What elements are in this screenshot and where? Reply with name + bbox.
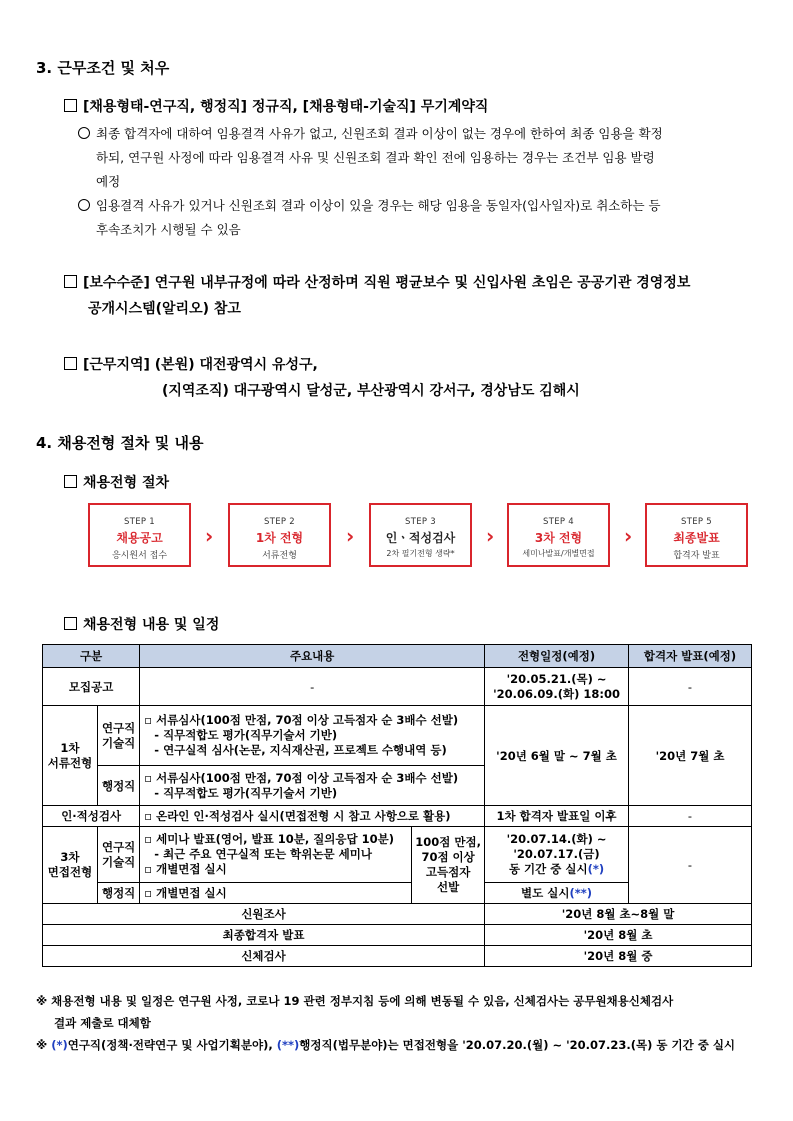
cell-content: ▫ 서류심사(100점 만점, 70점 이상 고득점자 순 3배수 선발) - 직무적합도 평가(직무기술서 기반) xyxy=(140,766,485,806)
step-2-number: STEP 2 xyxy=(264,517,295,527)
note-1: ※ 채용전형 내용 및 일정은 연구원 사정, 코로나 19 관련 정부지침 등에 의해 변동될 수 있음, 신체검사는 공무원채용신체검사 xyxy=(36,994,674,1008)
cell-subcategory: 행정직 xyxy=(97,883,139,904)
header-schedule: 전형일정(예정) xyxy=(485,645,629,668)
step-3-number: STEP 3 xyxy=(405,517,436,527)
table-row xyxy=(43,827,752,883)
cell-category: 3차 면접전형 xyxy=(43,827,98,904)
cell-subcategory: 행정직 xyxy=(97,766,139,806)
step-5-desc: 합격자 발표 xyxy=(673,551,720,561)
step-3-name: 인ㆍ적성검사 xyxy=(385,531,456,545)
header-result: 합격자 발표(예정) xyxy=(629,645,752,668)
cell-content: ▫ 세미나 발표(영어, 발표 10분, 질의응답 10분) - 최근 주요 연구실적 또는 학위논문 세미나 ▫ 개별면접 실시 xyxy=(140,827,412,883)
cell-category: 인·적성검사 xyxy=(43,806,140,827)
cell-schedule: 별도 실시(**) xyxy=(485,883,629,904)
checkbox-icon xyxy=(64,275,77,288)
step-5-box xyxy=(645,503,748,567)
cell-content: ▫ 온라인 인·적성검사 실시(면접전형 시 참고 사항으로 활용) xyxy=(140,806,485,827)
section-4-title: 4. 채용전형 절차 및 내용 xyxy=(36,434,204,452)
cell-category: 모집공고 xyxy=(43,668,140,706)
cell-result: - xyxy=(629,806,752,827)
step-5-name: 최종발표 xyxy=(673,531,720,545)
section-3-title: 3. 근무조건 및 처우 xyxy=(36,59,170,77)
chevron-right-icon: › xyxy=(486,524,495,548)
step-4-desc: 세미나발표/개별면접 xyxy=(522,549,595,558)
employment-type: [채용형태-연구직, 행정직] 정규직, [채용형태-기술직] 무기계약직 xyxy=(64,96,488,116)
bullet-appointment-line2: 하되, 연구원 사정에 따라 임용결격 사유 및 신원조회 결과 확인 전에 임용하는 경우는 조건부 임용 발령 xyxy=(96,150,655,165)
cell-label: 신체검사 xyxy=(43,946,485,967)
step-3-desc: 2차 필기전형 생략* xyxy=(386,549,455,558)
step-1-number: STEP 1 xyxy=(124,517,155,527)
table-row xyxy=(43,668,752,706)
process-title: 채용전형 절차 xyxy=(64,472,169,492)
step-4-number: STEP 4 xyxy=(543,517,574,527)
table-row xyxy=(43,806,752,827)
circle-bullet-icon xyxy=(78,127,90,139)
note-1-line2: 결과 제출로 대체함 xyxy=(54,1016,151,1030)
step-1-box xyxy=(88,503,191,567)
step-1-name: 채용공고 xyxy=(116,531,163,545)
header-category: 구분 xyxy=(43,645,140,668)
chevron-right-icon: › xyxy=(624,524,633,548)
table-row xyxy=(43,946,752,967)
cell-schedule: '20년 6월 말 ~ 7월 초 xyxy=(485,706,629,806)
pay-level-line2: 공개시스템(알리오) 참고 xyxy=(88,301,241,317)
cell-subcategory: 연구직 기술직 xyxy=(97,827,139,883)
step-3-box xyxy=(369,503,472,567)
step-5-number: STEP 5 xyxy=(681,517,712,527)
bullet-appointment-line3: 예정 xyxy=(96,174,121,189)
cell-result: - xyxy=(629,668,752,706)
table-row xyxy=(43,904,752,925)
cell-value: '20년 8월 초 xyxy=(485,925,752,946)
cell-subcategory: 연구직 기술직 xyxy=(97,706,139,766)
schedule-table-title: 채용전형 내용 및 일정 xyxy=(64,614,219,634)
checkbox-icon xyxy=(64,357,77,370)
cell-label: 신원조사 xyxy=(43,904,485,925)
header-content: 주요내용 xyxy=(140,645,485,668)
cell-value: '20년 8월 중 xyxy=(485,946,752,967)
step-2-box xyxy=(228,503,331,567)
cell-value: '20년 8월 초~8월 말 xyxy=(485,904,752,925)
cell-result: '20년 7월 초 xyxy=(629,706,752,806)
checkbox-icon xyxy=(64,617,77,630)
chevron-right-icon: › xyxy=(346,524,355,548)
cell-content: ▫ 개별면접 실시 xyxy=(140,883,412,904)
cell-schedule: '20.07.14.(화) ~ '20.07.17.(금) 동 기간 중 실시(*) xyxy=(485,827,629,883)
note-2: ※ (*)연구직(정책·전략연구 및 사업기획분야), (**)행정직(법무분야)는 면접전형을 '20.07.20.(월) ~ '20.07.23.(목) 동 기간 중 실시 xyxy=(36,1038,736,1052)
cell-label: 최종합격자 발표 xyxy=(43,925,485,946)
circle-bullet-icon xyxy=(78,199,90,211)
cell-score: 100점 만점, 70점 이상 고득점자 선발 xyxy=(412,827,485,904)
table-row xyxy=(43,925,752,946)
step-2-name: 1차 전형 xyxy=(255,531,304,545)
cell-category: 1차 서류전형 xyxy=(43,706,98,806)
cell-result: - xyxy=(629,827,752,904)
cell-schedule: 1차 합격자 발표일 이후 xyxy=(485,806,629,827)
table-row xyxy=(43,706,752,766)
bullet-cancellation-line2: 후속조치가 시행될 수 있음 xyxy=(96,222,241,237)
bullet-appointment: 최종 합격자에 대하여 임용결격 사유가 없고, 신원조회 결과 이상이 없는 경우에 한하여 최종 임용을 확정 xyxy=(78,124,663,142)
cell-schedule: '20.05.21.(목) ~ '20.06.09.(화) 18:00 xyxy=(485,668,629,706)
cell-content: - xyxy=(140,668,485,706)
checkbox-icon xyxy=(64,475,77,488)
cell-content: ▫ 서류심사(100점 만점, 70점 이상 고득점자 순 3배수 선발) - 직무적합도 평가(직무기술서 기반) - 연구실적 심사(논문, 지식재산권, 프로젝트 수행내역 등) xyxy=(140,706,485,766)
schedule-table xyxy=(42,644,752,967)
step-4-box xyxy=(507,503,610,567)
checkbox-icon xyxy=(64,99,77,112)
chevron-right-icon: › xyxy=(205,524,214,548)
work-region: [근무지역] (본원) 대전광역시 유성구, xyxy=(64,354,318,374)
step-4-name: 3차 전형 xyxy=(534,531,583,545)
work-region-line2: (지역조직) 대구광역시 달성군, 부산광역시 강서구, 경상남도 김해시 xyxy=(162,383,580,399)
step-1-desc: 응시원서 접수 xyxy=(111,551,168,561)
bullet-cancellation: 임용결격 사유가 있거나 신원조회 결과 이상이 있을 경우는 해당 임용을 동일자(입사일자)로 취소하는 등 xyxy=(78,196,661,214)
pay-level: [보수수준] 연구원 내부규정에 따라 산정하며 직원 평균보수 및 신입사원 초임은 공공기관 경영정보 xyxy=(64,272,690,292)
table-header-row xyxy=(43,645,752,668)
step-2-desc: 서류전형 xyxy=(262,551,297,561)
